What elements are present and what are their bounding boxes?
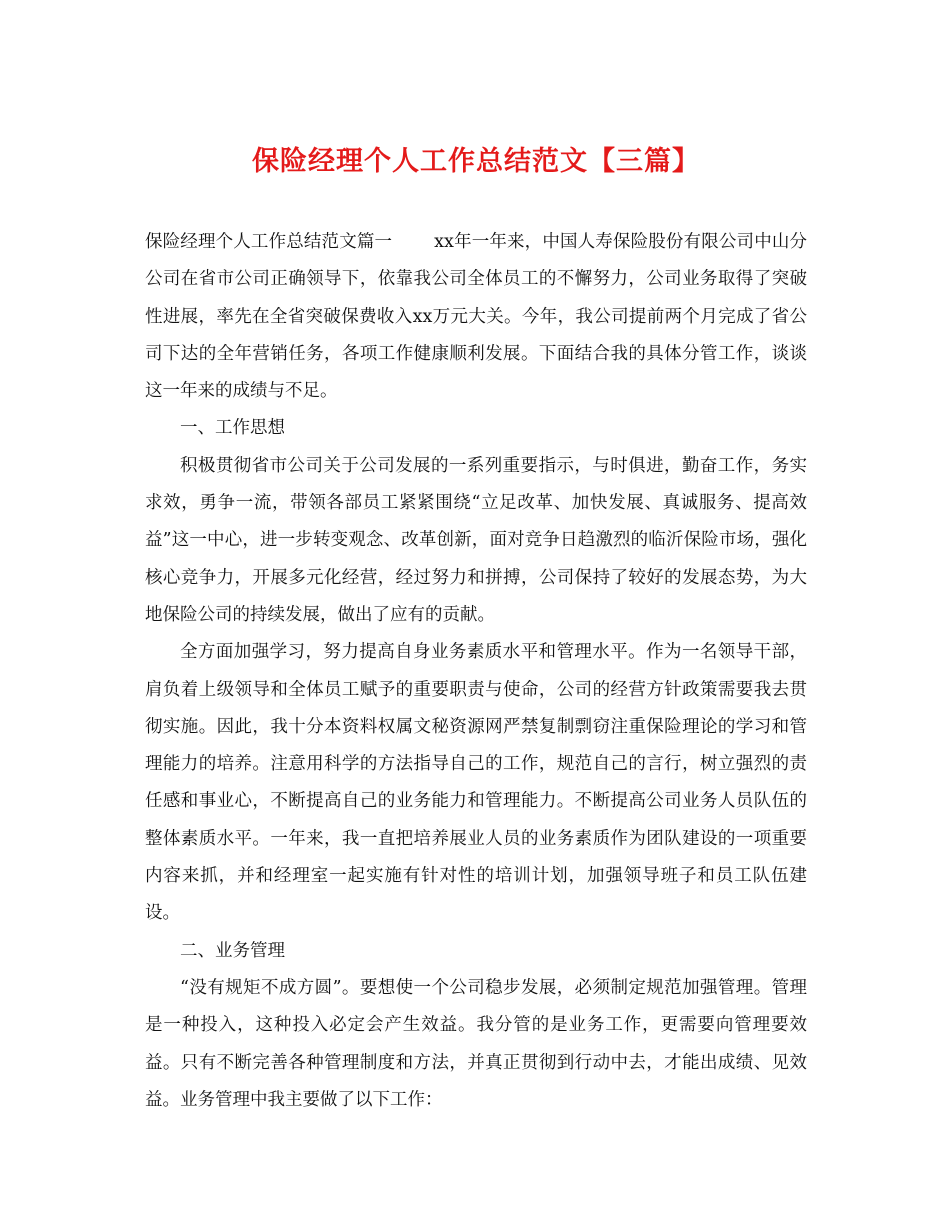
paragraph-business-management: “没有规矩不成方圆”。要想使一个公司稳步发展，必须制定规范加强管理。管理是一种投入，这种投入必定会产生效益。我分管的是业务工作，更需要向管理要效益。只有不断完善各种管理制度和方法，并真正贯彻到行动中去，才能出成绩、见效益。业务管理中我主要做了以下工作： [145,977,807,1110]
paragraph-study: 全方面加强学习，努力提高自身业务素质水平和管理水平。作为一名领导干部，肩负着上级领导和全体员工赋予的重要职责与使命，公司的经营方针政策需要我去贯彻实施。因此，我十分本资料权属文秘资源网严禁复制剽窃注重保险理论的学习和管理能力的培养。注意用科学的方法指导自己的工作，规范自己的言行，树立强烈的责任感和事业心，不断提高自己的业务能力和管理能力。不断提高公司业务人员队伍的整体素质水平。一年来，我一直把培养展业人员的业务素质作为团队建设的一项重要内容来抓，并和经理室一起实施有针对性的培训计划，加强领导班子和员工队伍建设。 [145,642,807,924]
document-title: 保险经理个人工作总结范文【三篇】 [252,146,700,177]
intro-text: xx年一年来，中国人寿保险股份有限公司中山分公司在省市公司正确领导下，依靠我公司全体员工的不懈努力，公司业务取得了突破性进展，率先在全省突破保费收入xx万元大关。今年，我公司提前两个月完成了省公司下达的全年营销任务，各项工作健康顺利发展。下面结合我的具体分管工作，谈谈这一年来的成绩与不足。 [145,232,807,402]
intro-paragraph [145,224,807,410]
paragraph-work-thoughts: 积极贯彻省市公司关于公司发展的一系列重要指示，与时俱进，勤奋工作，务实求效，勇争一流，带领各部员工紧紧围绕“立足改革、加快发展、真诚服务、提高效益”这一中心，进一步转变观念、改革创新，面对竞争日趋激烈的临沂保险市场，强化核心竞争力，开展多元化经营，经过努力和拼搏，公司保持了较好的发展态势，为大地保险公司的持续发展，做出了应有的贡献。 [145,455,807,625]
heading-work-thoughts: 一、工作思想 [180,418,285,439]
document-page [145,140,807,1119]
heading-business-management: 二、业务管理 [180,940,285,961]
section-heading: 保险经理个人工作总结范文篇一 [145,232,393,252]
document-body [145,224,807,1119]
